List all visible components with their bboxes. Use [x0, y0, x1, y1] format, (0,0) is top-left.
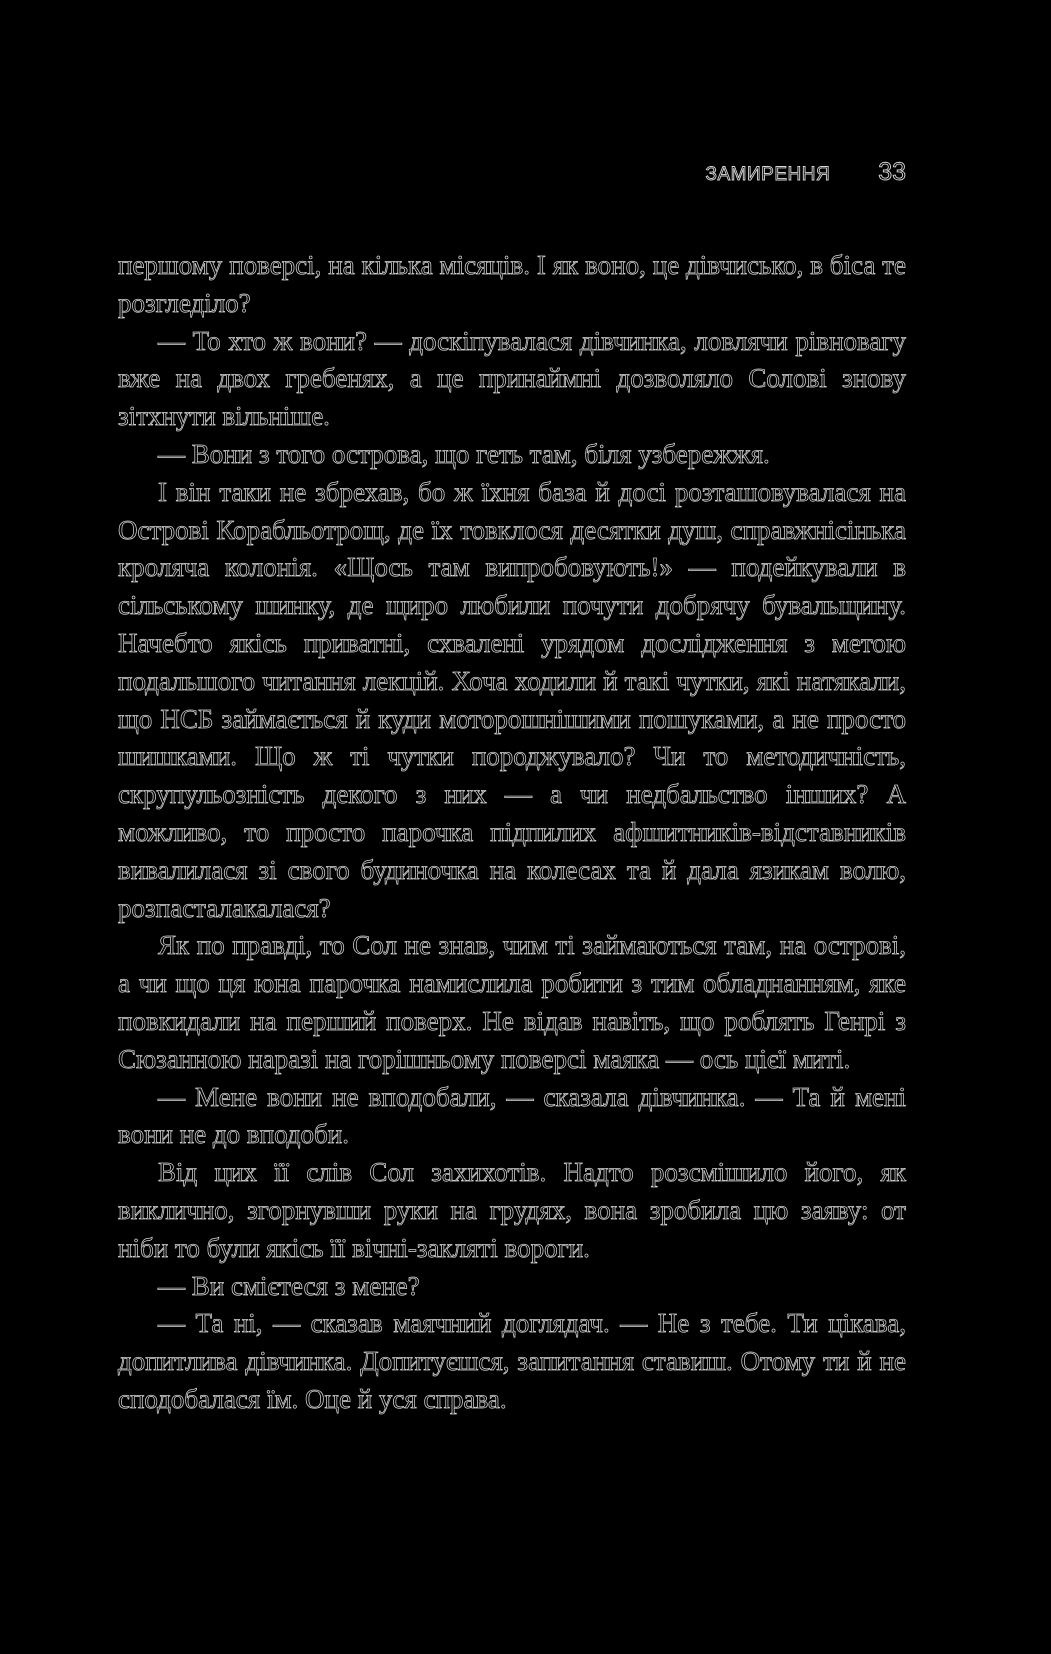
paragraph: першому поверсі, на кілька місяців. І як воно, це дівчисько, в біса те розгледіло? [118, 250, 906, 318]
running-head [706, 158, 906, 187]
paragraph: — Ви смієтеся з мене? [158, 1270, 420, 1301]
paragraph: — Та ні, — сказав маячний доглядач. — Не з тебе. Ти цікава, допитлива дівчинка. Допитуєшся, запитання ставиш. Отому ти й не сподобалася їм. Оце й уся справа. [118, 1308, 906, 1414]
paragraph: — Вони з того острова, що геть там, біля узбережжя. [158, 438, 770, 469]
paragraph: — То хто ж вони? — доскіпувалася дівчинка, ловлячи рівновагу вже на двох гребенях, а це принаймні дозволяло Солові знову зітхнути вільніше. [118, 325, 906, 432]
paragraph: І він таки не збрехав, бо ж їхня база й досі розташовувалася на Острові Корабльотрощ, де їх товклося десятки душ, справжнісінька кроляча колонія. «Щось там випробовують!» — подейкували в сільському шинку, де щиро любили почути добрячу бувальщину. Начебто якісь приватні, схвалені урядом дослідження з метою подальшого читання лекцій. Хоча ходили й такі чутки, які натякали, що НСБ займається й куди моторошнішими пошуками, а не просто шишками. Що ж ті чутки породжувало? Чи то методичність, скрупульозність декого з них — а чи недбальство інших? А можливо, то просто парочка підпилих афшитників-відставників вивалилася зі свого будиночка на колесах та й дала язикам волю, розпасталакалася? [118, 476, 906, 923]
paragraph: Від цих її слів Сол захихотів. Надто розсмішило його, як виклично, згорнувши руки на грудях, вона зробила цю заяву: от ніби то були якісь її вічні-закляті вороги. [118, 1157, 906, 1263]
paragraph: — Мене вони не вподобали, — сказала дівчинка. — Та й мені вони не до вподоби. [118, 1081, 906, 1150]
paragraph: Як по правді, то Сол не знав, чим ті займаються там, на острові, а чи що ця юна парочка намислила робити з тим обладнанням, яке повкидали на перший поверх. Не відав навіть, що роблять Генрі з Сюзанною наразі на горішньому поверсі маяка — ось цієї миті. [118, 930, 906, 1074]
body-text [118, 247, 906, 1419]
running-title: ЗАМИРЕННЯ [705, 164, 831, 185]
page-number: 33 [878, 158, 906, 186]
